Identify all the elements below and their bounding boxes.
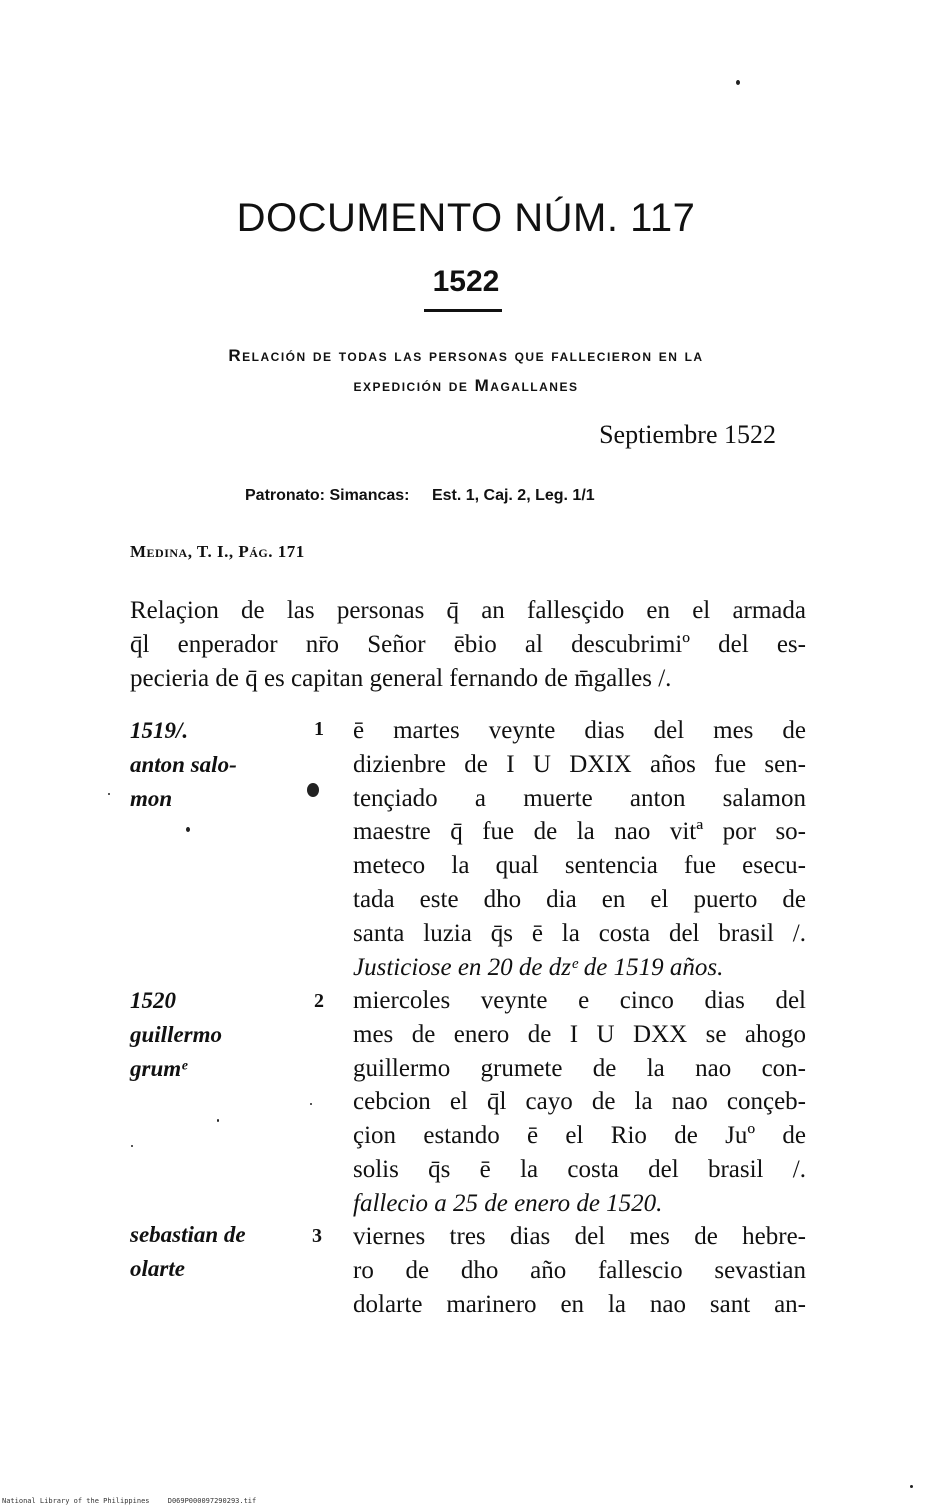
intro-paragraph: [130, 594, 806, 696]
scan-speck: [910, 1485, 913, 1488]
archive-location: Est. 1, Caj. 2, Leg. 1/1: [431, 487, 595, 504]
scan-speck: [310, 1103, 312, 1105]
entry-line: dizienbre de I U DXIX años fue sen-: [353, 750, 806, 778]
entry-3-body: [353, 1220, 806, 1321]
archive-reference: [245, 487, 595, 505]
document-subtitle: [120, 341, 812, 401]
entry-line: mes de enero de I U DXX se ahogo: [353, 1020, 806, 1048]
source-reference: Medina, T. I., Pág. 171: [130, 542, 305, 561]
scan-speck: [217, 1119, 219, 1122]
intro-line: Relaçion de las personas q̄ an fallesçido en el armada: [130, 597, 806, 624]
year-underline: [424, 309, 502, 312]
scan-footer: [2, 1497, 270, 1505]
entry-2-margin-note: [130, 984, 280, 1086]
footer-library: National Library of the Philippines: [2, 1497, 150, 1505]
entry-line: miercoles veynte e cinco dias del: [353, 987, 806, 1014]
entry-2-number: 2: [314, 990, 324, 1012]
margin-line: guillermo: [130, 1022, 223, 1047]
entry-line: ē martes veynte dias del mes de: [353, 717, 806, 744]
entry-annotation: fallecio a 25 de enero de 1520.: [353, 1189, 663, 1217]
entry-line: tençiado a muerte anton salamon: [353, 784, 806, 812]
scan-speck: [736, 80, 740, 85]
scan-speck: [131, 1145, 133, 1147]
entry-1-margin-note: [130, 714, 280, 816]
subtitle-line-1: Relación de todas las personas que fallecieron en la: [228, 346, 704, 365]
archive-label: Patronato: Simancas:: [245, 487, 410, 504]
margin-line: olarte: [130, 1256, 185, 1281]
entry-line: viernes tres dias del mes de hebre-: [353, 1223, 806, 1250]
entry-line: maestre q̄ fue de la nao vitª por so-: [353, 818, 806, 846]
subtitle-line-2: expedición de Magallanes: [353, 376, 579, 395]
margin-line: 1520: [130, 988, 176, 1013]
entry-line: cebcion el q̄l cayo de la nao conçeb-: [353, 1088, 806, 1116]
entry-3-margin-note: [130, 1218, 280, 1286]
entry-annotation: Justiciose en 20 de dzᵉ de 1519 años.: [353, 953, 724, 981]
margin-line: grumᵉ: [130, 1056, 188, 1081]
entry-line: çion estando ē el Rio de Juº de: [353, 1122, 806, 1150]
document-year: 1522: [432, 265, 500, 298]
entry-line: dolarte marinero en la nao sant an-: [353, 1290, 806, 1318]
scan-speck: [108, 793, 110, 795]
margin-line: anton salo-: [130, 752, 237, 777]
intro-line: q̄l enperador nr̄o Señor ēbio al descubrimiº del es-: [130, 631, 806, 658]
intro-line: pecieria de q̄ es capitan general fernando de m̄galles /.: [130, 665, 672, 692]
document-title: DOCUMENTO NÚM. 117: [236, 196, 696, 240]
scan-speck: [186, 827, 190, 832]
ink-blot: [307, 783, 319, 797]
entry-1-body: [353, 714, 806, 984]
margin-line: mon: [130, 786, 173, 811]
entry-2-body: [353, 984, 806, 1221]
margin-line: sebastian de: [130, 1222, 246, 1247]
margin-line: 1519/.: [130, 718, 189, 743]
entry-line: solis q̄s ē la costa del brasil /.: [353, 1155, 806, 1183]
entry-1-number: 1: [314, 718, 324, 740]
entry-line: tada este dho dia en el puerto de: [353, 885, 806, 913]
entry-line: guillermo grumete de la nao con-: [353, 1054, 806, 1082]
document-date: Septiembre 1522: [599, 420, 776, 449]
entry-line: ro de dho año fallescio sevastian: [353, 1256, 806, 1284]
footer-file: D069P000097290293.tif: [167, 1497, 257, 1505]
entry-line: santa luzia q̄s ē la costa del brasil /.: [353, 919, 806, 947]
entry-line: meteco la qual sentencia fue esecu-: [353, 852, 806, 880]
entry-3-number: 3: [312, 1225, 322, 1247]
